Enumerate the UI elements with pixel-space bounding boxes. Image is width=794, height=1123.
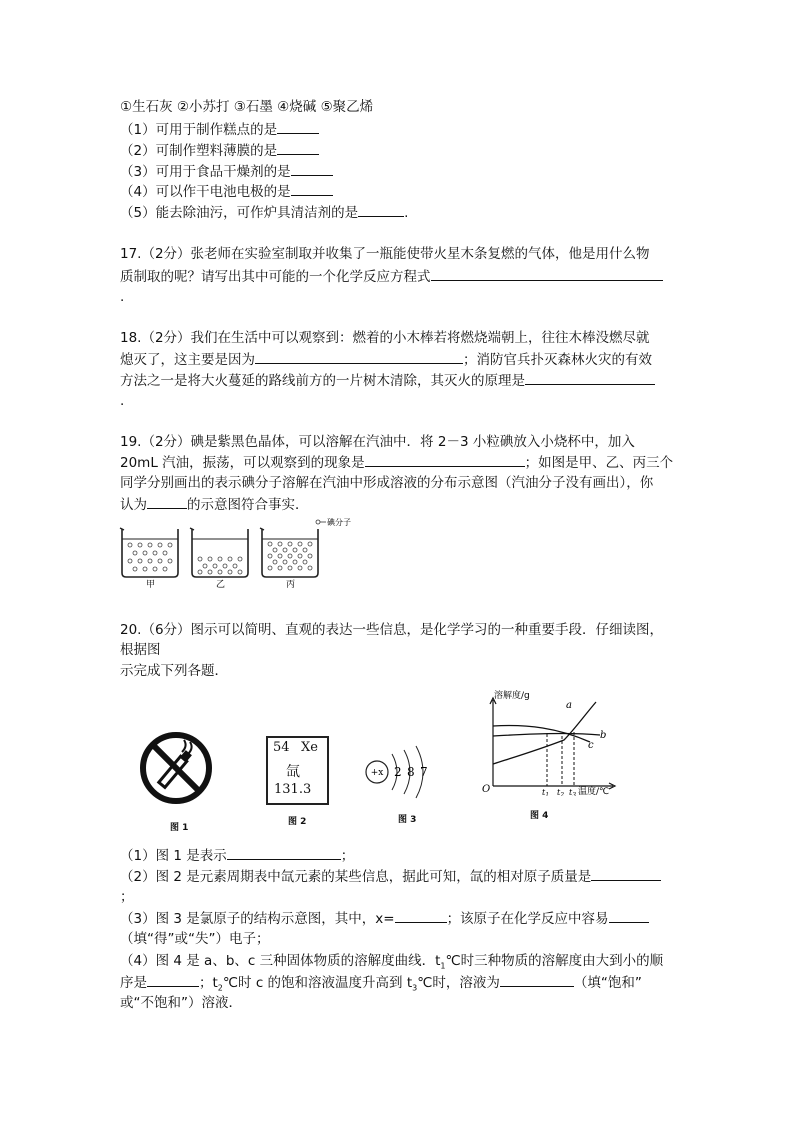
q20-line-3: 示完成下列各题． [120, 663, 228, 679]
q16-item-1: （1）可用于制作糕点的是 [120, 120, 319, 139]
q20-item-4-end: 或“不饱和”）溶液． [120, 995, 242, 1011]
q16-item-4: （4）可以作干电池电极的是 [120, 182, 333, 201]
y-axis-label: 溶解度/g [494, 691, 530, 701]
q20-line-2: 根据图 [120, 642, 161, 658]
curve-label-b: b [600, 730, 607, 741]
q18-line-4: . [120, 393, 125, 409]
beaker-label-bing: 丙 [286, 580, 296, 590]
legend-iodine-molecule [316, 517, 351, 527]
q17-line-3: . [120, 289, 125, 305]
shell-2-electrons: 8 [407, 765, 415, 779]
fig1-caption: 图 1 [170, 823, 189, 833]
q18-line-3: 方法之一是将大火蔓延的路线前方的一片树木清除，其灭火的原理是 [120, 371, 655, 390]
q20-item-1: （1）图 1 是表示 ； [120, 848, 355, 864]
atomic-number: 54 [273, 740, 290, 755]
q16-options: ①生石灰 ②小苏打 ③石墨 ④烧碱 ⑤聚乙烯 [120, 99, 374, 115]
q19-line-3: 同学分别画出的表示碘分子溶解在汽油中形成溶液的分布示意图（汽油分子没有画出），你 [120, 475, 654, 491]
fig4-caption: 图 4 [530, 811, 549, 821]
fig3-caption: 图 3 [398, 815, 417, 825]
beaker-jia [120, 528, 178, 577]
beaker-bing [260, 528, 318, 577]
shell-1-electrons: 2 [394, 765, 402, 779]
nucleus-charge: +x [370, 768, 384, 778]
q20-item-4: （4）图 4 是 a、b、c 三种固体物质的溶解度曲线．$t_1℃$时三种物质的溶解度由大到小的顺 [120, 953, 664, 971]
x-axis-label: 温度/℃ [578, 787, 610, 796]
beaker-label-yi: 乙 [216, 580, 226, 590]
beaker-yi [190, 528, 248, 577]
q19-line-4: 认为 的示意图符合事实． [120, 497, 309, 513]
q19-line-2: 20mL 汽油，振荡，可以观察到的现象是 ；如图是甲、乙、丙三个 [120, 455, 674, 471]
q18-line-1: 18.（2分）我们在生活中可以观察到：燃着的小木棒若将燃烧端朝上，往往木棒没燃尽就 [120, 330, 650, 346]
element-symbol: Xe [301, 740, 318, 755]
q20-item-4-cont: 序是 ；$t_2℃$时 c 的饱和溶液温度升高到 $t_3℃$时，溶液为 （填“饱和” [120, 975, 642, 993]
q17-line-1: 17.（2分）张老师在实验室制取并收集了一瓶能使带火星木条复燃的气体，他是用什么物 [120, 246, 650, 262]
q16-item-5: （5）能去除油污，可作炉具清洁剂的是 . [120, 205, 409, 221]
q18-line-2: 熄灭了，这主要是因为 ；消防官兵扑灭森林火灾的有效 [120, 352, 652, 368]
q19-line-1: 19.（2分）碘是紫黑色晶体，可以溶解在汽油中．将 2－3 小粒碘放入小烧杯中，加入 [120, 434, 635, 450]
tick-t2: $t_2$ [557, 788, 565, 796]
q20-item-2-end: ； [120, 889, 134, 905]
curve-label-c: c [588, 740, 594, 751]
shell-3-electrons: 7 [420, 765, 428, 779]
q17-line-2: 质制取的呢？请写出其中可能的一个化学反应方程式 [120, 267, 663, 286]
atom-structure-diagram [362, 742, 442, 802]
tick-t3: $t_3$ [569, 788, 577, 796]
tick-t1: $t_1$ [542, 788, 550, 796]
atomic-mass: 131.3 [274, 782, 312, 797]
legend-label: 碘分子 [327, 518, 351, 527]
origin-label: O [482, 784, 491, 795]
q20-item-3: （3）图 3 是氯原子的结构示意图，其中，x= ；该原子在化学反应中容易 [120, 909, 649, 928]
element-name: 氙 [286, 764, 300, 780]
no-smoking-icon [138, 730, 214, 806]
q20-item-3-cont: （填“得”或“失”）电子； [120, 931, 270, 947]
q16-item-2: （2）可制作塑料薄膜的是 [120, 141, 319, 160]
q20-item-2: （2）图 2 是元素周期表中氙元素的某些信息，据此可知，氙的相对原子质量是 [120, 867, 661, 886]
beaker-label-jia: 甲 [146, 580, 156, 590]
curve-a [493, 702, 596, 764]
q16-item-3: （3）可用于食品干燥剂的是 [120, 162, 333, 181]
q19-beaker-figure [118, 515, 378, 590]
curve-label-a: a [566, 700, 572, 711]
element-cell-xe [266, 736, 329, 805]
solubility-curve-chart [478, 686, 648, 796]
fig2-caption: 图 2 [288, 817, 307, 827]
q20-line-1: 20.（6分）图示可以简明、直观的表达一些信息，是化学学习的一种重要手段．仔细读图， [120, 622, 664, 638]
